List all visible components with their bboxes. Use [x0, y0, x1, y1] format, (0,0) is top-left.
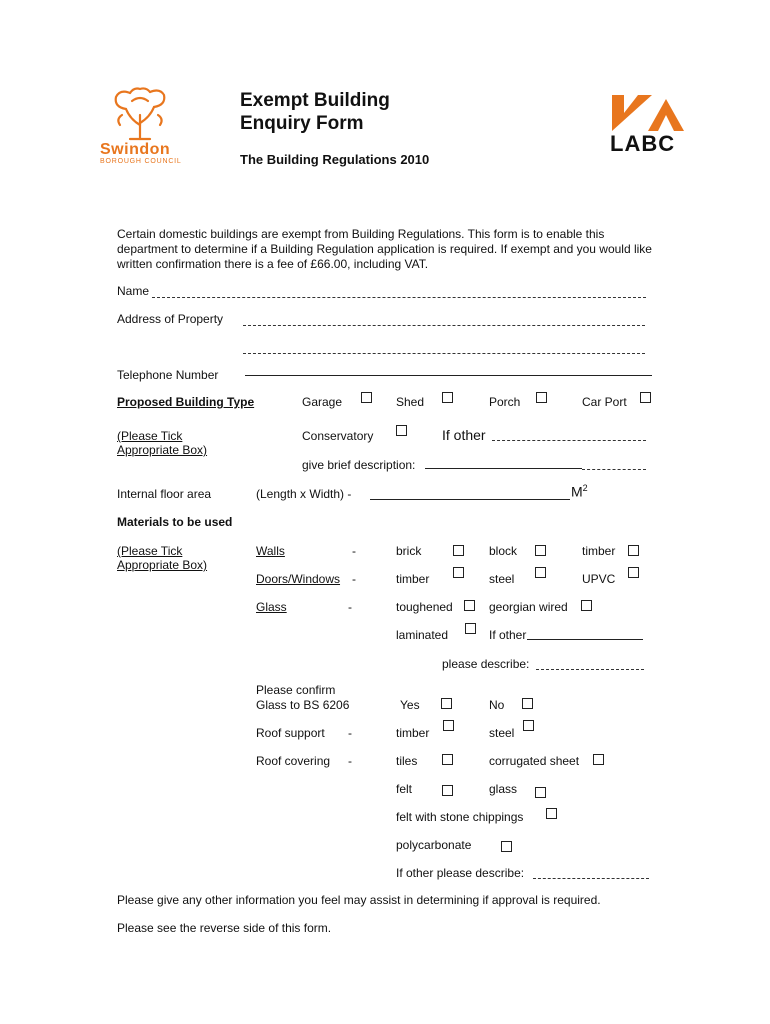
toughened-label: toughened	[396, 600, 453, 614]
tiles-label: tiles	[396, 754, 418, 768]
walls-brick-checkbox[interactable]	[453, 545, 464, 556]
conservatory-checkbox[interactable]	[396, 425, 407, 436]
roof-support-label: Roof support	[256, 726, 325, 740]
corrugated-sheet-label: corrugated sheet	[489, 754, 580, 768]
unit-m: M	[571, 483, 583, 500]
doors-steel-checkbox[interactable]	[535, 567, 546, 578]
shed-checkbox[interactable]	[442, 392, 453, 403]
doors-timber-checkbox[interactable]	[453, 567, 464, 578]
tiles-checkbox[interactable]	[442, 754, 453, 765]
laminated-checkbox[interactable]	[465, 623, 476, 634]
corrugated-sheet-checkbox[interactable]	[593, 754, 604, 765]
unit-sup: 2	[582, 483, 588, 493]
roof-glass-checkbox[interactable]	[535, 787, 546, 798]
address-field-1[interactable]	[243, 325, 645, 326]
intro-paragraph: Certain domestic buildings are exempt from Building Regulations. This form is to enable this department to determine if a Building Regulation application is required. If exempt and you would like written confirmation there is a fee of £66.00, including VAT.	[117, 227, 652, 271]
porch-label: Porch	[489, 395, 521, 409]
swindon-logo	[100, 85, 180, 165]
unit-label	[571, 483, 588, 500]
garage-checkbox[interactable]	[361, 392, 372, 403]
roof-covering-dash: -	[348, 754, 352, 768]
labc-roof-icon	[608, 93, 690, 133]
roof-covering-label: Roof covering	[256, 754, 331, 768]
felt-stone-label: felt with stone chippings	[396, 810, 524, 824]
walls-block-label: block	[489, 544, 518, 558]
conservatory-label: Conservatory	[302, 429, 374, 443]
car-port-checkbox[interactable]	[640, 392, 651, 403]
felt-checkbox[interactable]	[442, 785, 453, 796]
doors-timber-label: timber	[396, 572, 430, 586]
polycarbonate-checkbox[interactable]	[501, 841, 512, 852]
telephone-label: Telephone Number	[117, 368, 219, 382]
title-line-2: Enquiry Form	[240, 113, 364, 134]
confirm-glass-1: Please confirm	[256, 683, 336, 697]
if-other-label: If other	[442, 427, 486, 443]
building-type-heading: Proposed Building Type	[117, 395, 255, 409]
roof-steel-checkbox[interactable]	[523, 720, 534, 731]
yes-label: Yes	[400, 698, 420, 712]
confirm-glass-2: Glass to BS 6206	[256, 698, 350, 712]
doors-steel-label: steel	[489, 572, 515, 586]
glass-dash: -	[348, 600, 352, 614]
roof-timber-checkbox[interactable]	[443, 720, 454, 731]
materials-tick-note-1: (Please Tick	[117, 544, 183, 558]
no-checkbox[interactable]	[522, 698, 533, 709]
walls-label: Walls	[256, 544, 285, 558]
laminated-label: laminated	[396, 628, 449, 642]
tree-logo-icon	[100, 85, 180, 143]
no-label: No	[489, 698, 505, 712]
walls-timber-label: timber	[582, 544, 616, 558]
walls-block-checkbox[interactable]	[535, 545, 546, 556]
swindon-subtext: BOROUGH COUNCIL	[100, 158, 182, 165]
doors-upvc-label: UPVC	[582, 572, 616, 586]
porch-checkbox[interactable]	[536, 392, 547, 403]
page-title	[240, 89, 390, 135]
name-field[interactable]	[152, 297, 646, 298]
please-describe-label: please describe:	[442, 657, 530, 671]
labc-wordmark: LABC	[610, 131, 676, 156]
page-subtitle: The Building Regulations 2010	[240, 152, 430, 167]
tick-note-1: (Please Tick	[117, 429, 183, 443]
doors-windows-dash: -	[352, 572, 356, 586]
roof-if-other-label: If other please describe:	[396, 866, 525, 880]
labc-logo	[608, 93, 690, 155]
swindon-wordmark: Swindon	[100, 141, 171, 158]
glass-if-other-label: If other	[489, 628, 527, 642]
felt-stone-checkbox[interactable]	[546, 808, 557, 819]
glass-label: Glass	[256, 600, 287, 614]
brief-description-field[interactable]	[425, 468, 582, 469]
felt-label: felt	[396, 782, 413, 796]
walls-dash: -	[352, 544, 356, 558]
polycarbonate-label: polycarbonate	[396, 838, 472, 852]
title-line-1: Exempt Building	[240, 90, 390, 111]
glass-if-other-field[interactable]	[527, 639, 643, 640]
if-other-field[interactable]	[492, 440, 646, 441]
shed-label: Shed	[396, 395, 425, 409]
materials-tick-note-2: Appropriate Box)	[117, 558, 208, 572]
tick-note-2: Appropriate Box)	[117, 443, 208, 457]
doors-upvc-checkbox[interactable]	[628, 567, 639, 578]
address-field-2[interactable]	[243, 353, 645, 354]
brief-description-label: give brief description:	[302, 458, 416, 472]
doors-windows-label: Doors/Windows	[256, 572, 341, 586]
garage-label: Garage	[302, 395, 343, 409]
roof-support-dash: -	[348, 726, 352, 740]
car-port-label: Car Port	[582, 395, 627, 409]
telephone-field[interactable]	[245, 375, 652, 376]
brief-description-field-tail[interactable]	[582, 469, 646, 470]
address-label: Address of Property	[117, 312, 224, 326]
footer-line-2: Please see the reverse side of this form.	[117, 921, 332, 935]
roof-if-other-field[interactable]	[533, 878, 649, 879]
walls-timber-checkbox[interactable]	[628, 545, 639, 556]
floor-area-field[interactable]	[370, 499, 570, 500]
length-width-label: (Length x Width) -	[256, 487, 352, 501]
name-label: Name	[117, 284, 150, 298]
georgian-wired-checkbox[interactable]	[581, 600, 592, 611]
roof-glass-label: glass	[489, 782, 518, 796]
walls-brick-label: brick	[396, 544, 422, 558]
please-describe-field[interactable]	[536, 669, 644, 670]
floor-area-label: Internal floor area	[117, 487, 212, 501]
roof-steel-label: steel	[489, 726, 515, 740]
footer-line-1: Please give any other information you feel may assist in determining if approval is required.	[117, 893, 601, 907]
toughened-checkbox[interactable]	[464, 600, 475, 611]
yes-checkbox[interactable]	[441, 698, 452, 709]
roof-timber-label: timber	[396, 726, 430, 740]
materials-heading: Materials to be used	[117, 515, 233, 529]
georgian-wired-label: georgian wired	[489, 600, 568, 614]
